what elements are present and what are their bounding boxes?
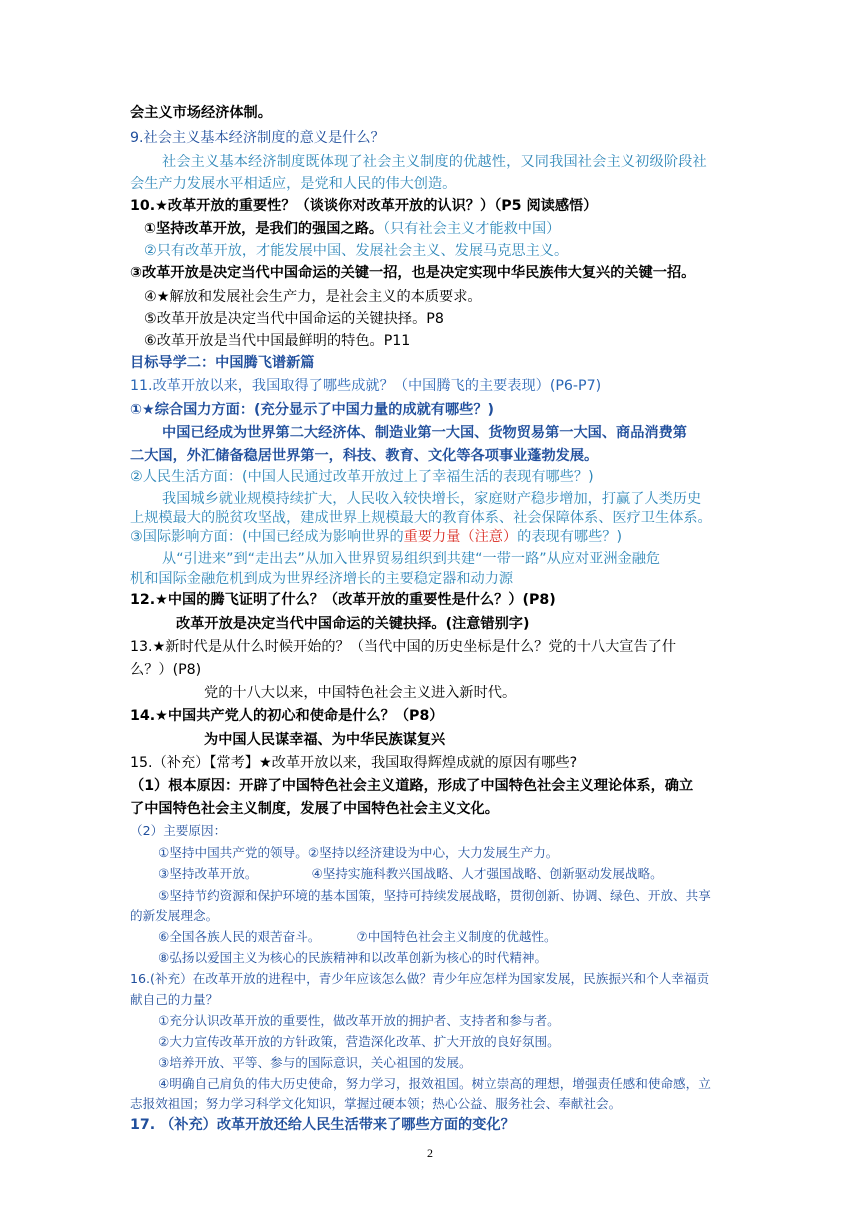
question-9: 9.社会主义基本经济制度的意义是什么？ bbox=[130, 130, 385, 146]
subheading: ②人民生活方面：(中国人民通过改革开放过上了幸福生活的表现有哪些？) bbox=[130, 469, 594, 485]
answer-line: 党的十八大以来，中国特色社会主义进入新时代。 bbox=[204, 685, 517, 701]
answer-line: 中国已经成为世界第二大经济体、制造业第一大国、货物贸易第一大国、商品消费第 bbox=[162, 425, 687, 441]
subheading-text: ③国际影响方面：(中国已经成为影响世界的 bbox=[130, 529, 404, 545]
answer-item: ④坚持实施科教兴国战略、人才强国战略、创新驱动发展战略。 bbox=[311, 866, 663, 881]
question-11: 11.改革开放以来，我国取得了哪些成就？（中国腾飞的主要表现）(P6-P7) bbox=[130, 378, 602, 394]
subheading: （2）主要原因： bbox=[130, 823, 227, 838]
answer-line: 会生产力发展水平相适应，是党和人民的伟大创造。 bbox=[130, 176, 457, 192]
question-13: 13.★新时代是从什么时候开始的？（当代中国的历史坐标是什么？党的十八大宣告了什 bbox=[130, 639, 677, 655]
subheading-text: 的表现有哪些？) bbox=[517, 529, 623, 545]
answer-line: （1）根本原因：开辟了中国特色社会主义道路，形成了中国特色社会主义理论体系，确立 bbox=[130, 778, 694, 794]
answer-line: ①坚持中国共产党的领导。②坚持以经济建设为中心，大力发展生产力。 bbox=[158, 845, 559, 860]
answer-line: ④明确自己肩负的伟大历史使命，努力学习，报效祖国。树立崇高的理想，增强责任感和使命感，立 bbox=[158, 1076, 711, 1091]
answer-line: ⑤坚持节约资源和保护环境的基本国策，坚持可持续发展战略，贯彻创新、协调、绿色、开放、共享 bbox=[158, 888, 711, 903]
question-12: 12.★中国的腾飞证明了什么？（改革开放的重要性是什么？）(P8) bbox=[130, 592, 556, 608]
answer-line: 二大国，外汇储备稳居世界第一，科技、教育、文化等各项事业蓬勃发展。 bbox=[130, 448, 599, 464]
question-14: 14.★中国共产党人的初心和使命是什么？（P8） bbox=[130, 708, 444, 724]
answer-line: ⑥改革开放是当代中国最鲜明的特色。P11 bbox=[144, 333, 411, 349]
answer-line: 从“引进来”到“走出去”从加入世界贸易组织到共建“一带一路”从应对亚洲金融危 bbox=[162, 551, 661, 567]
answer-line: ⑤改革开放是决定当代中国命运的关键抉择。P8 bbox=[144, 311, 444, 327]
answer-line: 为中国人民谋幸福、为中华民族谋复兴 bbox=[204, 732, 446, 748]
answer-line: 改革开放是决定当代中国命运的关键抉择。(注意错别字) bbox=[176, 616, 530, 632]
answer-line: 了中国特色社会主义制度，发展了中国特色社会主义文化。 bbox=[130, 801, 499, 817]
question-15: 15.（补充）【常考】★改革开放以来，我国取得辉煌成就的原因有哪些? bbox=[130, 755, 578, 771]
answer-line: ③培养开放、平等、参与的国际意识，关心祖国的发展。 bbox=[158, 1055, 472, 1070]
answer-line bbox=[158, 864, 663, 884]
subheading bbox=[130, 527, 622, 547]
answer-line: ①充分认识改革开放的重要性，做改革开放的拥护者、支持者和参与者。 bbox=[158, 1013, 560, 1028]
answer-line: 志报效祖国；努力学习科学文化知识，掌握过硬本领；热心公益、服务社会、奉献社会。 bbox=[130, 1096, 622, 1111]
page-number: 2 bbox=[427, 1146, 433, 1160]
answer-line: 社会主义基本经济制度既体现了社会主义制度的优越性，又同我国社会主义初级阶段社 bbox=[162, 154, 707, 170]
answer-line: 的新发展理念。 bbox=[130, 908, 219, 923]
answer-item: ⑦中国特色社会主义制度的优越性。 bbox=[356, 929, 557, 944]
answer-line: ⑧弘扬以爱国主义为核心的民族精神和以改革创新为核心的时代精神。 bbox=[158, 950, 548, 965]
answer-item: ③坚持改革开放。 bbox=[158, 866, 258, 881]
answer-line: 我国城乡就业规模持续扩大，人民收入较快增长，家庭财产稳步增加，打赢了人类历史 bbox=[162, 491, 702, 507]
emphasis-text: 重要力量（注意） bbox=[403, 529, 518, 545]
question-10: 10.★改革开放的重要性？（谈谈你对改革开放的认识？）（P5 阅读感悟） bbox=[130, 198, 598, 214]
answer-line: ④★解放和发展社会生产力，是社会主义的本质要求。 bbox=[144, 289, 482, 305]
answer-line: ③改革开放是决定当代中国命运的关键一招，也是决定实现中华民族伟大复兴的关键一招。 bbox=[130, 265, 696, 281]
section-heading: 目标导学二：中国腾飞谱新篇 bbox=[130, 355, 315, 371]
answer-line: 机和国际金融危机到成为世界经济增长的主要稳定器和动力源 bbox=[130, 571, 514, 587]
question-17: 17. （补充）改革开放还给人民生活带来了哪些方面的变化？ bbox=[130, 1117, 515, 1133]
question-13-cont: 么？）(P8) bbox=[130, 662, 202, 678]
answer-text: ①坚持改革开放，是我们的强国之路。 bbox=[144, 221, 384, 237]
answer-line: ②大力宣传改革开放的方针政策，营造深化改革、扩大开放的良好氛围。 bbox=[158, 1034, 560, 1049]
answer-line bbox=[158, 927, 557, 947]
answer-item: ⑥全国各族人民的艰苦奋斗。 bbox=[158, 929, 321, 944]
subheading: ①★综合国力方面：(充分显示了中国力量的成就有哪些？) bbox=[130, 402, 495, 418]
answer-line: 上规模最大的脱贫攻坚战，建成世界上规模最大的教育体系、社会保障体系、医疗卫生体系。 bbox=[130, 510, 712, 526]
question-16: 16.(补充）在改革开放的进程中，青少年应该怎么做？青少年应怎样为国家发展，民族振兴和个人幸福贡 bbox=[130, 971, 710, 986]
answer-line: ②只有改革开放，才能发展中国、发展社会主义、发展马克思主义。 bbox=[144, 243, 569, 259]
answer-note: （只有社会主义才能救中国） bbox=[383, 221, 561, 237]
text-line: 会主义市场经济体制。 bbox=[130, 105, 272, 121]
answer-line bbox=[144, 219, 560, 239]
question-16-cont: 献自己的力量？ bbox=[130, 992, 219, 1007]
